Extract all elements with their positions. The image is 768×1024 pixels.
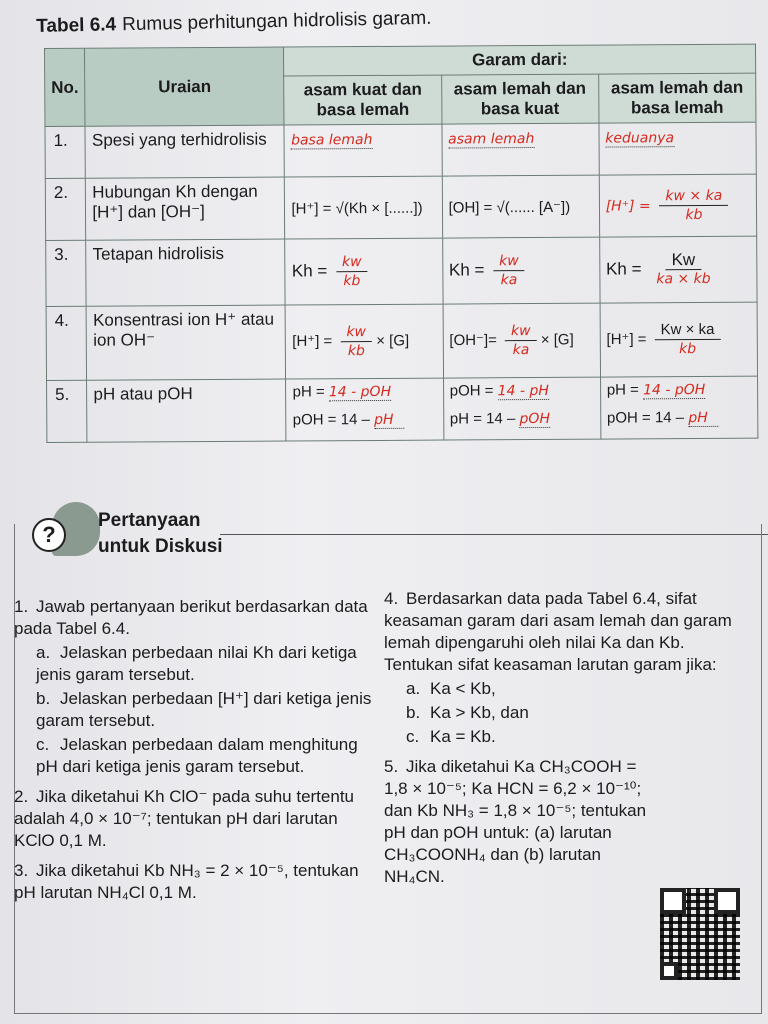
formula-lhs: Kh =	[291, 261, 328, 281]
sub-number: b.	[406, 703, 421, 722]
formula-cell	[443, 377, 600, 440]
header-col3: asam lemah dan basa lemah	[598, 73, 756, 123]
sub-number: c.	[36, 735, 50, 754]
denominator: kb	[685, 206, 703, 224]
denominator: kb	[347, 343, 365, 360]
table-row	[47, 376, 758, 442]
row-label: Spesi yang terhidrolisis	[85, 125, 284, 178]
formula-cell	[286, 378, 443, 441]
sub-question	[14, 642, 374, 686]
denominator: ka × kb	[656, 270, 711, 288]
numerator: Kw × ka	[655, 321, 721, 340]
denominator: kb	[343, 273, 361, 290]
qr-code-icon[interactable]	[660, 888, 740, 980]
discussion-title-line2: untuk Diskusi	[98, 536, 223, 557]
discussion-title-line1: Pertanyaan	[98, 510, 201, 531]
sub-number: a.	[36, 643, 51, 662]
question-item	[14, 596, 374, 778]
header-no: No.	[45, 48, 86, 126]
row-number: 2.	[45, 178, 86, 240]
fraction	[655, 321, 721, 358]
answer-text: 14 - pH	[497, 382, 549, 400]
formula-cell: [H⁺] = √(Kh × [......])	[285, 176, 442, 239]
row-label: Tetapan hidrolisis	[86, 239, 285, 306]
formula-lhs: [OH⁻]=	[449, 331, 497, 349]
formula-lhs: pH =	[292, 383, 325, 401]
answer-text: pH	[688, 410, 718, 427]
table-row	[45, 174, 756, 240]
question-number: 2.	[14, 787, 29, 806]
sub-number: c.	[406, 727, 420, 746]
formula-cell	[600, 376, 758, 439]
qr-finder-pattern	[660, 962, 678, 980]
formula-cell	[599, 174, 757, 237]
fraction	[505, 322, 537, 359]
formula-rhs: × [G]	[540, 331, 574, 349]
sub-text: Ka > Kb, dan	[430, 703, 529, 722]
question-number: 5.	[384, 757, 399, 776]
answer-text: 14 - pOH	[643, 381, 706, 399]
question-number: 1.	[14, 597, 29, 616]
handwritten-answer	[442, 123, 599, 176]
formula-cell	[443, 303, 601, 378]
formula-rhs: × [G]	[376, 332, 410, 350]
question-text: Jika diketahui Ka CH₃COOH = 1,8 × 10⁻⁵; Ka HCN = 6,2 × 10⁻¹⁰; dan Kb NH₃ = 1,8 × 10⁻⁵; tentukan pH dan pOH untuk: (a) larutan CH₃COONH₄ dan (b) larutan NH₄CN.	[384, 757, 647, 886]
answer-text: keduanya	[605, 130, 675, 147]
fraction	[336, 253, 368, 290]
sub-question	[384, 702, 754, 724]
answer-text: basa lemah	[291, 131, 373, 149]
formula-lhs: [H⁺] =	[606, 330, 647, 349]
formula-cell	[285, 238, 443, 305]
sub-question	[14, 734, 374, 778]
table-title-number: Tabel 6.4	[36, 14, 117, 37]
answer-text: pH	[374, 412, 404, 429]
question-number: 3.	[14, 861, 29, 880]
sub-text: Ka < Kb,	[430, 679, 496, 698]
sub-number: b.	[36, 689, 51, 708]
table-title	[36, 8, 432, 38]
hydrolysis-table	[44, 44, 758, 443]
formula-cell: [OH] = √(...... [A⁻])	[442, 175, 599, 238]
question-text: Jawab pertanyaan berikut berdasarkan data pada Tabel 6.4.	[14, 597, 368, 638]
formula-lhs: Kh =	[448, 260, 485, 280]
fraction	[493, 252, 525, 289]
row-label: pH atau pOH	[87, 379, 286, 442]
numerator: kw	[493, 252, 525, 271]
header-uraian: Uraian	[85, 47, 285, 126]
handwritten-answer	[599, 122, 757, 175]
numerator: kw × ka	[659, 187, 728, 206]
answer-text: [H⁺] =	[605, 198, 651, 215]
sub-number: a.	[406, 679, 421, 698]
sub-text: Jelaskan perbedaan [H⁺] dari ketiga jenis garam tersebut.	[36, 689, 372, 730]
table-row	[45, 122, 756, 178]
table-title-text: Rumus perhitungan hidrolisis garam.	[121, 7, 432, 36]
row-number: 5.	[47, 380, 88, 442]
formula-lhs: pOH = 14 –	[292, 411, 370, 429]
fraction	[659, 187, 728, 224]
row-number: 4.	[46, 306, 87, 380]
formula-lhs: pOH = 14 –	[606, 409, 685, 427]
question-item	[384, 756, 658, 888]
answer-text: pOH	[519, 410, 550, 428]
question-mark-icon: ?	[32, 518, 66, 552]
question-item	[14, 786, 374, 852]
numerator: kw	[505, 322, 537, 341]
numerator: kw	[340, 323, 372, 342]
answer-text: asam lemah	[448, 131, 535, 148]
fraction	[340, 323, 372, 360]
question-text: Berdasarkan data pada Tabel 6.4, sifat keasaman garam dari asam lemah dan garam lemah dipengaruhi oleh nilai Ka dan Kb. Tentukan sifat keasaman larutan garam jika:	[384, 589, 732, 674]
handwritten-answer	[284, 124, 441, 177]
fraction	[650, 251, 717, 288]
row-label: Hubungan Kh dengan [H⁺] dan [OH⁻]	[86, 177, 285, 240]
sub-question	[14, 688, 374, 732]
table-row	[46, 236, 757, 306]
formula-cell	[442, 237, 600, 304]
sub-text: Jelaskan perbedaan dalam menghitung pH dari ketiga jenis garam tersebut.	[36, 735, 358, 776]
questions-left-column	[14, 596, 374, 912]
sub-question	[384, 726, 754, 748]
table-row	[46, 302, 757, 380]
question-text: Jika diketahui Kh ClO⁻ pada suhu tertentu adalah 4,0 × 10⁻⁷; tentukan pH dari larutan KClO 0,1 M.	[14, 787, 354, 850]
formula-cell	[600, 302, 758, 377]
question-number: 4.	[384, 589, 399, 608]
question-text: Jika diketahui Kb NH₃ = 2 × 10⁻⁵, tentukan pH larutan NH₄Cl 0,1 M.	[14, 861, 359, 902]
denominator: kb	[679, 341, 697, 358]
formula-cell	[599, 236, 757, 303]
formula-lhs: [H⁺] =	[292, 332, 333, 350]
numerator: kw	[336, 253, 368, 272]
header-group: Garam dari:	[284, 44, 756, 76]
numerator: Kw	[665, 251, 701, 270]
sub-question	[384, 678, 754, 700]
question-item	[384, 588, 754, 748]
formula-lhs: pOH =	[449, 382, 494, 400]
denominator: ka	[512, 342, 530, 359]
answer-text: 14 - pOH	[328, 383, 392, 401]
sub-text: Jelaskan perbedaan nilai Kh dari ketiga jenis garam tersebut.	[36, 643, 357, 684]
row-label: Konsentrasi ion H⁺ atau ion OH⁻	[86, 305, 286, 380]
formula-lhs: pH =	[606, 381, 639, 399]
row-number: 3.	[46, 240, 87, 306]
questions-right-column	[384, 588, 754, 896]
formula-lhs: Kh =	[606, 259, 642, 279]
header-col1: asam kuat dan basa lemah	[284, 75, 441, 125]
denominator: ka	[500, 272, 518, 289]
question-item	[14, 860, 374, 904]
header-col2: asam lemah dan basa kuat	[441, 74, 598, 124]
formula-cell	[286, 304, 444, 379]
row-number: 1.	[45, 126, 86, 178]
formula-lhs: pH = 14 –	[449, 410, 516, 428]
sub-text: Ka = Kb.	[430, 727, 496, 746]
